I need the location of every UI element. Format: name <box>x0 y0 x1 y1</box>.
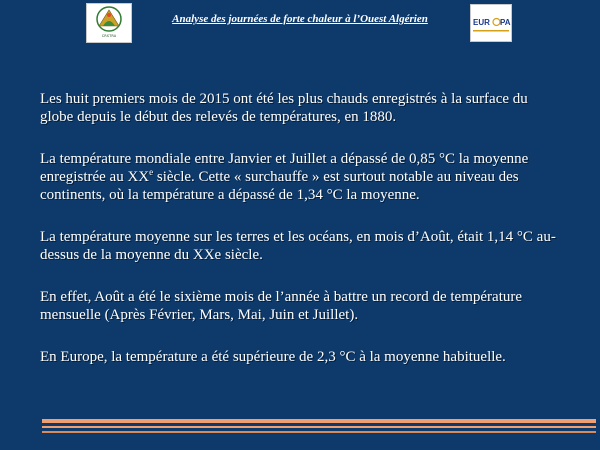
paragraph-4: En effet, Août a été le sixième mois de l’année à battre un record de température mensuelle (Après Février, Mars, Mai, Juin et Juillet). <box>40 289 523 323</box>
paragraph-2 <box>40 150 560 204</box>
slide-content <box>40 90 560 390</box>
footer-rule-thick <box>42 419 596 423</box>
footer-rule-bottom <box>42 431 596 433</box>
paragraph-2-part-1: La température mondiale entre Janvier et Juillet a dépassé de 0,85 °C la moyenne enregistrée au XX <box>40 151 529 185</box>
header-title: Analyse des journées de forte chaleur à l’Ouest Algérien <box>172 13 428 25</box>
footer-rule-thin <box>42 426 596 428</box>
crstra-logo <box>86 3 132 43</box>
europa-logo-text-start: EUR <box>473 18 490 27</box>
paragraph-1: Les huit premiers mois de 2015 ont été les plus chauds enregistrés à la surface du globe depuis le début des relevés de températures, en 1880. <box>40 91 528 125</box>
crstra-logo-text: CRSTRA <box>101 34 117 38</box>
paragraph-3: La température moyenne sur les terres et les océans, en mois d’Août, était 1,14 °C au-dessus de la moyenne du XXe siècle. <box>40 229 556 263</box>
paragraph-2-part-2: siècle. Cette « surchauffe » est surtout notable au niveau des continents, où la température a dépassé de 1,34 °C la moyenne. <box>40 169 519 203</box>
europa-logo-icon <box>471 5 511 41</box>
paragraph-2-superscript: e <box>149 167 154 177</box>
europa-logo-text-end: PA <box>500 18 511 27</box>
header <box>0 0 600 48</box>
europa-logo <box>470 4 512 42</box>
paragraph-5: En Europe, la température a été supérieure de 2,3 °C à la moyenne habituelle. <box>40 349 506 365</box>
